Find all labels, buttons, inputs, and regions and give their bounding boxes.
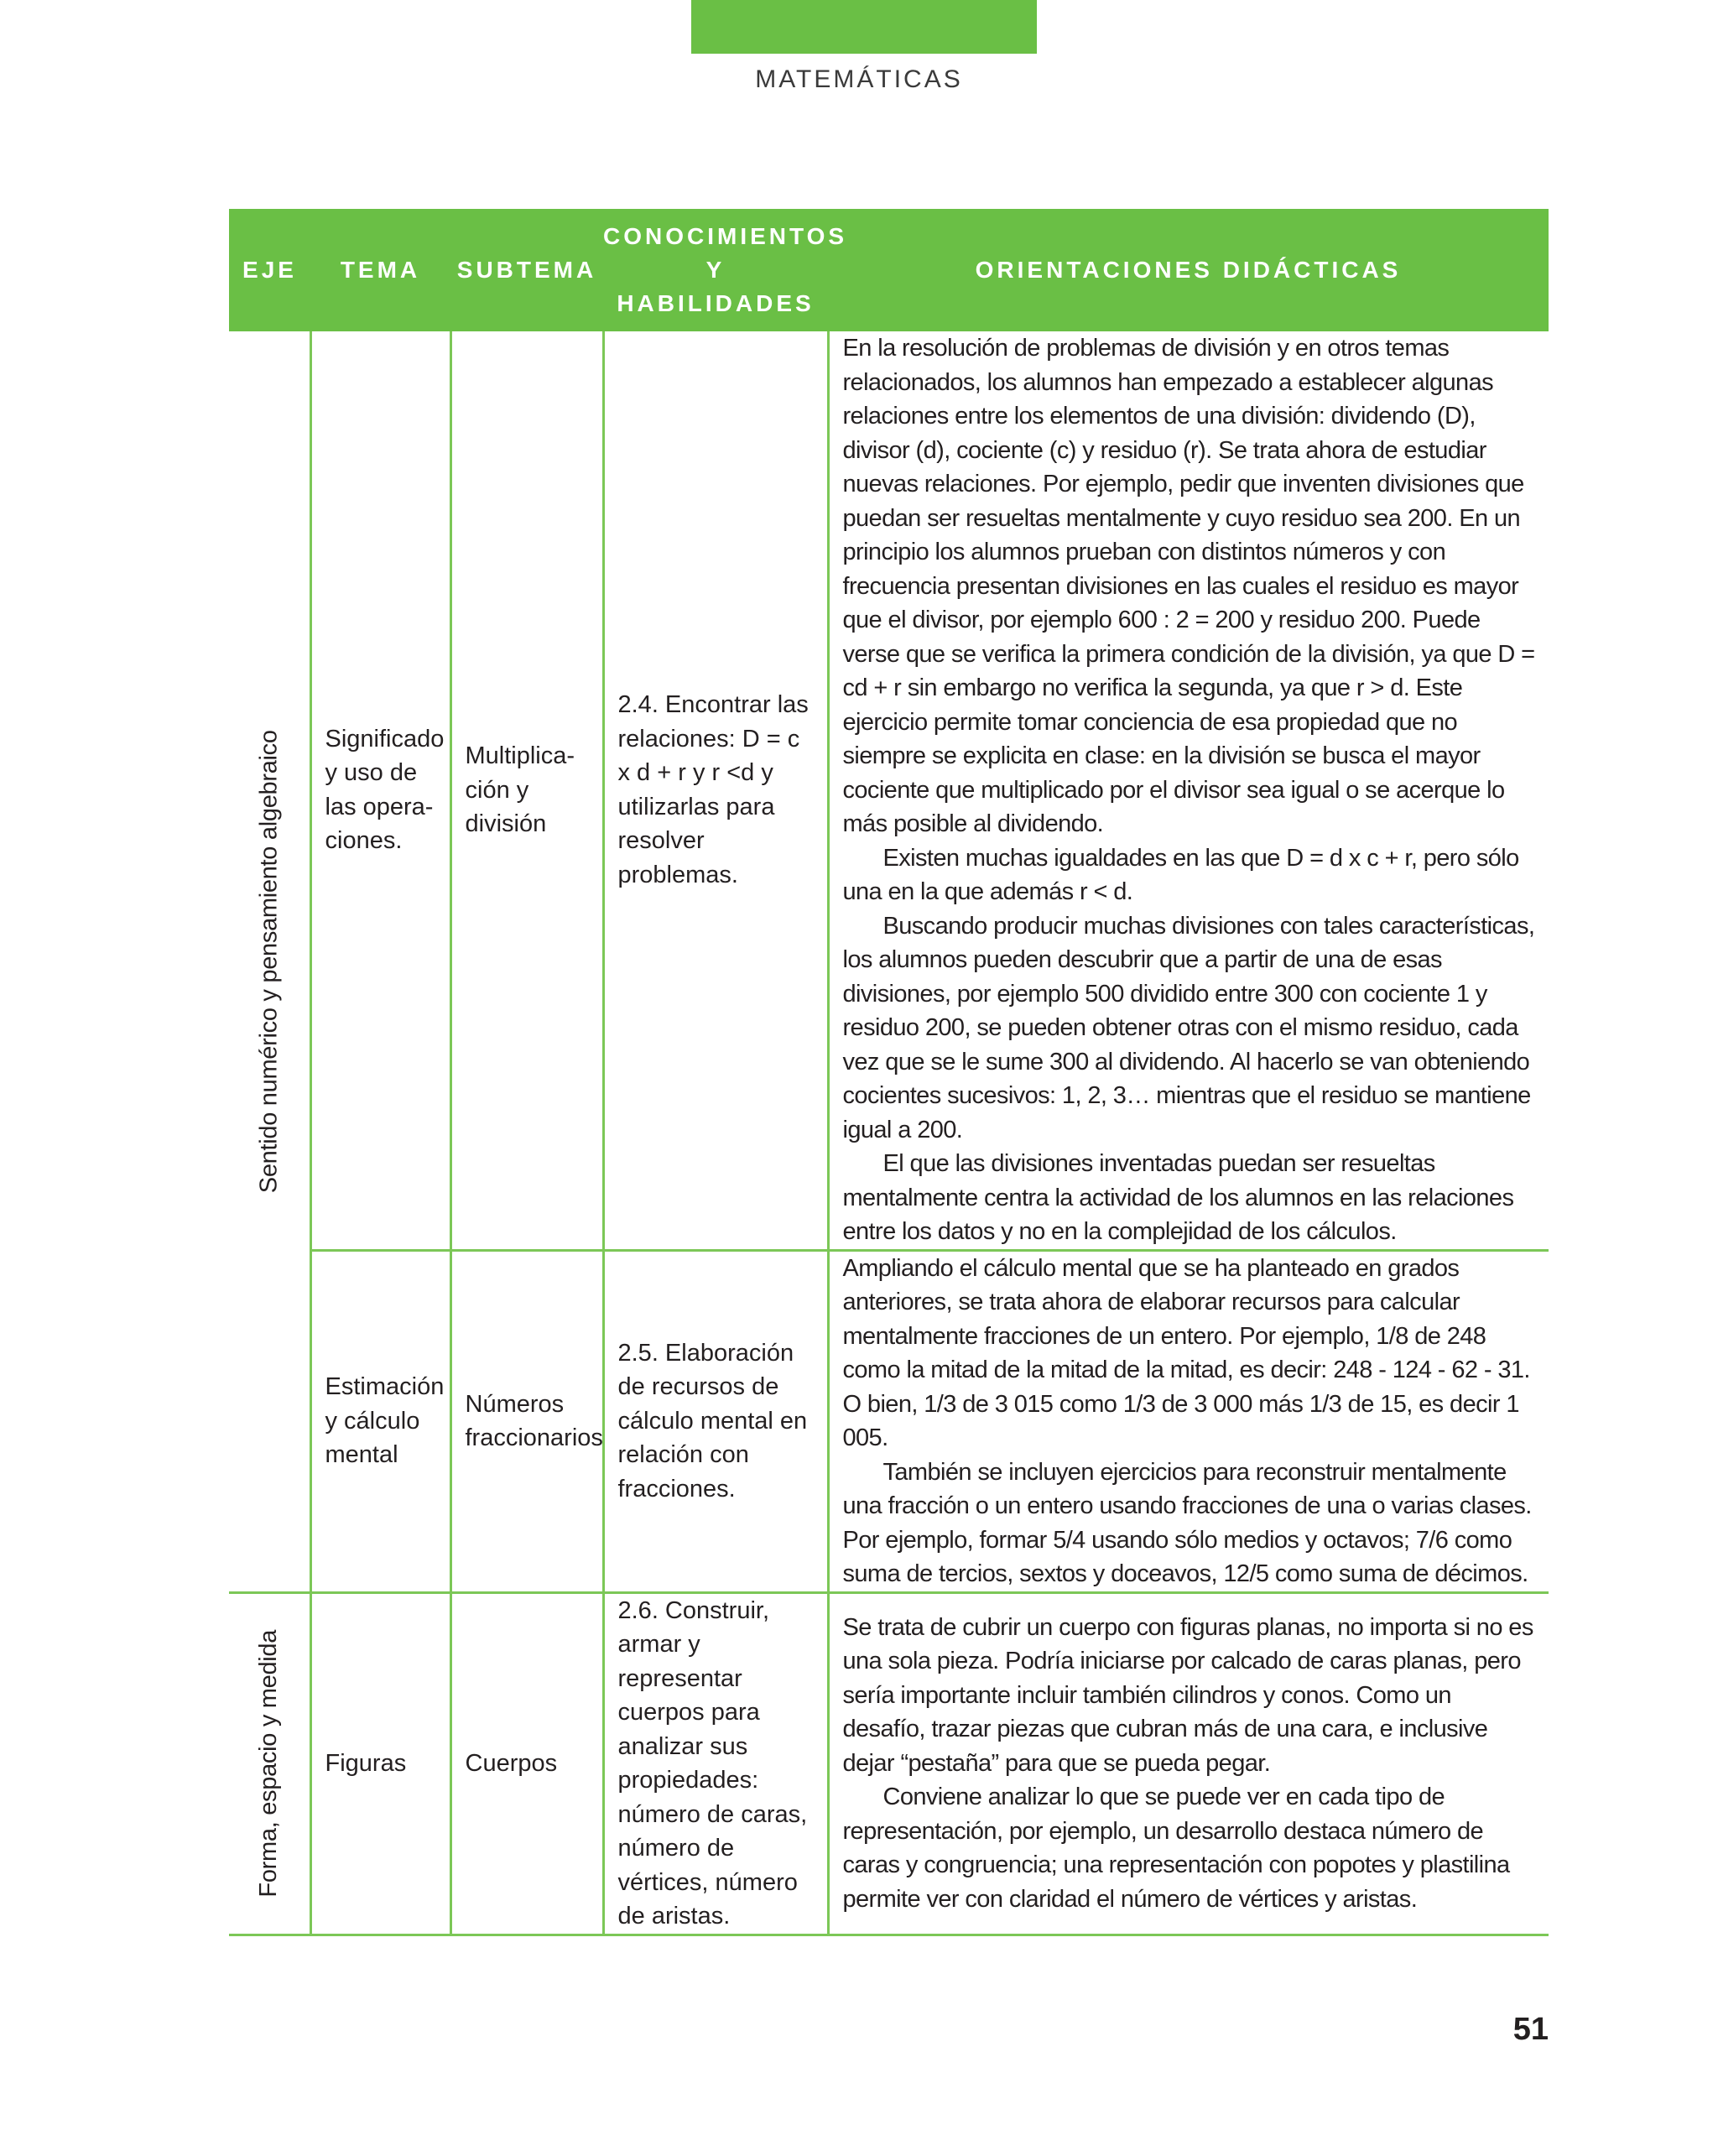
header-tema: TEMA (310, 209, 450, 331)
tema-cell: Estimación y cálculo mental (310, 1250, 450, 1592)
paragraph: En la resolución de problemas de división y en otros temas relacionados, los alumnos han empezado a establecer algunas relaciones entre los elementos de una división: dividendo (D), divisor (d), cociente (c) y residuo (r). Se trata ahora de estudiar nuevas relaciones. Por ejemplo, pedir que inventen divisiones que puedan ser resueltas mentalmente y cuyo residuo sea 200. En un principio los alumnos prueban con distintos números y con frecuencia presentan divisiones en las cuales el residuo es mayor que el divisor, por ejemplo 600 : 2 = 200 y residuo 200. Puede verse que se verifica la primera condición de la división, ya que D = cd + r sin embargo no verifica la segunda, ya que r > d. Este ejercicio permite tomar conciencia de esa propiedad que no siempre se explicita en clase: en la división se busca el mayor cociente que multiplicado por el divisor sea igual o se acerque lo más posible al dividendo. (842, 335, 1535, 837)
subtema-cell: Multiplica-ción y división (450, 331, 603, 1250)
curriculum-table (229, 209, 1549, 1936)
orientaciones-cell (828, 1250, 1549, 1592)
page-number: 51 (1512, 2012, 1549, 2047)
paragraph: También se incluyen ejercicios para reconstruir mentalmente una fracción o un entero usando fracciones de una o varias clases. Por ejemplo, formar 5/4 usando sólo medios y octavos; 7/6 como suma de tercios, sextos y doceavos, 12/5 como suma de décimos. (842, 1458, 1532, 1587)
header-conocimientos (603, 209, 848, 331)
tema-cell: Figuras (310, 1592, 450, 1935)
subtema-cell: Números fraccionarios (450, 1250, 603, 1592)
paragraph: Ampliando el cálculo mental que se ha planteado en grados anteriores, se trata ahora de elaborar recursos para calcular mentalmente fracciones de un entero. Por ejemplo, 1/8 de 248 como la mitad de la mitad de la mitad, es decir: 248 - 124 - 62 - 31. O bien, 1/3 de 3 015 como 1/3 de 3 000 más 1/3 de 15, es decir 1 005. (842, 1254, 1530, 1451)
conocimientos-cell: 2.5. Elaboración de recursos de cálculo mental en relación con fracciones. (603, 1250, 828, 1592)
orientaciones-cell (828, 331, 1549, 1250)
paragraph: Existen muchas igualdades en las que D = d x c + r, pero sólo una en la que además r < d. (842, 844, 1519, 905)
paragraph: Se trata de cubrir un cuerpo con figuras planas, no importa si no es una sola pieza. Podría iniciarse por calcado de caras planas, pero sería importante incluir también cilindros y conos. Como un desafío, trazar piezas que cubran más de una cara, e inclusive dejar “pestaña” para que se pueda pegar. (842, 1613, 1533, 1777)
header-subtema: SUBTEMA (450, 209, 603, 331)
section-title: MATEMÁTICAS (755, 65, 963, 93)
tema-cell: Significado y uso de las opera-ciones. (310, 331, 450, 1250)
eje-label: Forma, espacio y medida (255, 1629, 283, 1898)
eje-cell-sentido-numerico (229, 331, 310, 1592)
table-row (229, 1250, 1549, 1592)
header-accent-bar (691, 0, 1037, 54)
conocimientos-cell: 2.6. Construir, armar y representar cuerpos para analizar sus propiedades: número de caras, número de vértices, número de aristas. (603, 1592, 828, 1935)
subtema-cell: Cuerpos (450, 1592, 603, 1935)
paragraph: Buscando producir muchas divisiones con tales características, los alumnos pueden descubrir que a partir de una de esas divisiones, por ejemplo 500 dividido entre 300 con cociente 1 y residuo 200, se pueden obtener otras con el mismo residuo, cada vez que se le sume 300 al dividendo. Al hacerlo se van obteniendo cocientes sucesivos: 1, 2, 3… mientras que el residuo se mantiene igual a 200. (842, 912, 1535, 1143)
paragraph: Conviene analizar lo que se puede ver en cada tipo de representación, por ejemplo, un desarrollo destaca número de caras y congruencia; una representación con popotes y plastilina permite ver con claridad el número de vértices y aristas. (842, 1784, 1510, 1913)
paragraph: El que las divisiones inventadas puedan ser resueltas mentalmente centra la actividad de los alumnos en las relaciones entre los datos y no en la complejidad de los cálculos. (842, 1150, 1514, 1245)
table-row (229, 331, 1549, 1250)
table-row (229, 1592, 1549, 1935)
header-eje: EJE (229, 209, 310, 331)
conocimientos-cell: 2.4. Encontrar las relaciones: D = c x d + r y r <d y utilizarlas para resolver problemas. (603, 331, 828, 1250)
header-orientaciones: ORIENTACIONES DIDÁCTICAS (828, 209, 1549, 331)
eje-cell-forma-espacio (229, 1592, 310, 1935)
header-conocimientos-line2: Y HABILIDADES (617, 257, 815, 316)
eje-label: Sentido numérico y pensamiento algebraico (255, 729, 283, 1193)
orientaciones-cell (828, 1592, 1549, 1935)
header-conocimientos-line1: CONOCIMIENTOS (603, 223, 848, 249)
table-header-row (229, 209, 1549, 331)
